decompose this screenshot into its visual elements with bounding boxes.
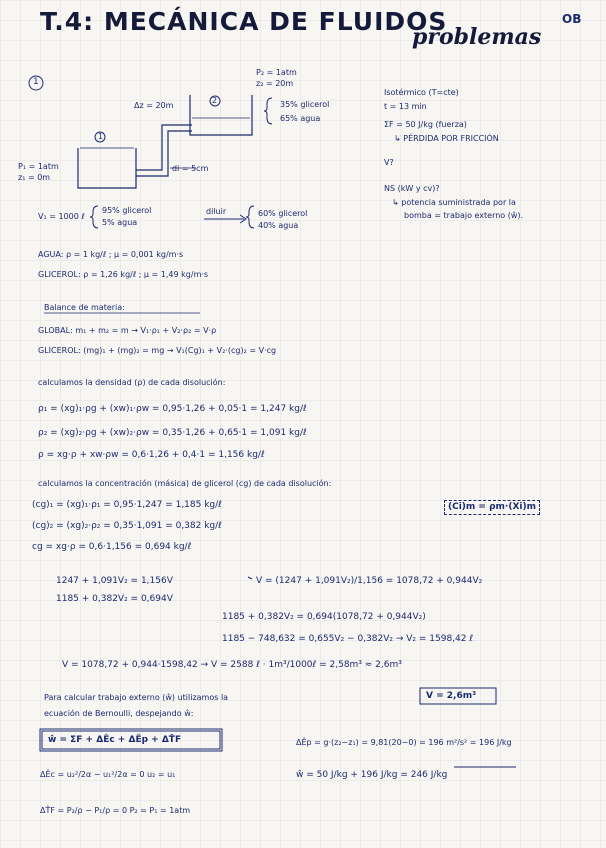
time: t = 13 min [384, 102, 427, 111]
page-title: T.4: MECÁNICA DE FLUIDOS [40, 7, 448, 36]
kinetic-energy: ΔÊc = u₂²/2α − u₁²/2α = 0 u₂ = u₁ [40, 770, 176, 779]
solve-v: V = (1247 + 1,091V₂)/1,156 = 1078,72 + 0,944V₂ [256, 576, 483, 586]
concentration-heading: calculamos la concentración (másica) de glicerol (cg) de cada disolución: [38, 479, 332, 488]
pressure-term: ΔT̂F = P₂/ρ − P₁/ρ = 0 P₂ = P₁ = 1atm [40, 806, 191, 815]
p1-label: P₁ = 1atm [18, 162, 59, 171]
dilute-label: diluir [206, 207, 227, 216]
problem-number: 1 [33, 77, 39, 87]
bernoulli-intro-1: Para calcular trabajo externo (ŵ) utilizamos la [44, 693, 229, 702]
mix1-line1: 95% glicerol [102, 206, 152, 215]
bernoulli-intro-2: ecuación de Bernoulli, despejando ŵ: [44, 709, 194, 718]
page-subtitle: problemas [412, 24, 542, 50]
substitution-2: 1185 − 748,632 = 0,655V₂ − 0,382V₂ → V₂ = 1598,42 ℓ [222, 634, 474, 644]
isothermal: Isotérmico (T=cte) [384, 88, 459, 97]
p2-label: P₂ = 1atm [256, 68, 297, 77]
concentration-formula: (Ci)m = ρm·(Xi)m [444, 500, 540, 515]
water-properties: AGUA: ρ = 1 kg/ℓ ; μ = 0,001 kg/m·s [38, 250, 184, 259]
c2-eq: (cg)₂ = (xg)₂·ρ₂ = 0,35·1,091 = 0,382 kg/ℓ [32, 521, 222, 531]
friction-note: ↳ PÉRDIDA POR FRICCIÓN [394, 134, 499, 143]
tank-1-number: 1 [98, 132, 104, 141]
system-eq1: 1247 + 1,091V₂ = 1,156V [56, 576, 173, 586]
volume-answer: V = 2,6m³ [426, 691, 477, 701]
work-result: ŵ = 50 J/kg + 196 J/kg = 246 J/kg [296, 770, 448, 780]
question-v: V? [384, 158, 394, 167]
glycerol-balance: GLICEROL: (mg)₁ + (mg)₂ = mg → V₁(Cg)₁ + V₂·(cg)₂ = V·cg [38, 346, 277, 355]
friction: ΣF = 50 J/kg (fuerza) [384, 120, 467, 129]
balance-heading: Balance de materia: [44, 303, 125, 312]
potential-energy: ΔÊp = g·(z₂−z₁) = 9,81(20−0) = 196 m²/s² = 196 J/kg [296, 738, 512, 747]
ns-note-2: bomba = trabajo externo (ŵ). [404, 211, 524, 220]
c-eq: cg = xg·ρ = 0,6·1,156 = 0,694 kg/ℓ [32, 542, 192, 552]
di-label: di = 5cm [172, 164, 209, 173]
density-heading: calculamos la densidad (ρ) de cada disolución: [38, 378, 226, 387]
system-eq2: 1185 + 0,382V₂ = 0,694V [56, 594, 173, 604]
glycerol-properties: GLICEROL: ρ = 1,26 kg/ℓ ; μ = 1,49 kg/m·s [38, 270, 209, 279]
global-balance: GLOBAL: m₁ + m₂ = m → V₁·ρ₁ + V₂·ρ₂ = V·ρ [38, 326, 217, 335]
rho-eq: ρ = xg·ρ + xw·ρw = 0,6·1,26 + 0,4·1 = 1,156 kg/ℓ [38, 450, 265, 460]
page-tag: OB [562, 12, 582, 26]
rho1-eq: ρ₁ = (xg)₁·ρg + (xw)₁·ρw = 0,95·1,26 + 0,05·1 = 1,247 kg/ℓ [38, 404, 307, 414]
ns-note-1: ↳ potencia suministrada por la [392, 198, 516, 207]
question-ns: NS (kW y cv)? [384, 184, 440, 193]
z1-label: z₁ = 0m [18, 173, 51, 182]
mix2-line1: 35% glicerol [280, 100, 330, 109]
mix2-line2: 65% agua [280, 114, 321, 123]
mix1-line2: 5% agua [102, 218, 138, 227]
dz-label: Δz = 20m [134, 101, 174, 110]
v1-label: V₁ = 1000 ℓ [38, 212, 85, 221]
mix-final-line1: 60% glicerol [258, 209, 308, 218]
rho2-eq: ρ₂ = (xg)₂·ρg + (xw)₂·ρw = 0,35·1,26 + 0,65·1 = 1,091 kg/ℓ [38, 428, 307, 438]
mix-final-line2: 40% agua [258, 221, 299, 230]
substitution-1: 1185 + 0,382V₂ = 0,694(1078,72 + 0,944V₂) [222, 612, 426, 622]
tank-2-number: 2 [212, 96, 218, 105]
z2-label: z₂ = 20m [256, 79, 294, 88]
final-volume: V = 1078,72 + 0,944·1598,42 → V = 2588 ℓ · 1m³/1000ℓ = 2,58m³ ≈ 2,6m³ [62, 660, 402, 670]
bernoulli-equation: ŵ = ΣF + ΔÊc + ΔÊp + ΔT̂F [48, 735, 182, 745]
c1-eq: (cg)₁ = (xg)₁·ρ₁ = 0,95·1,247 = 1,185 kg/ℓ [32, 500, 222, 510]
